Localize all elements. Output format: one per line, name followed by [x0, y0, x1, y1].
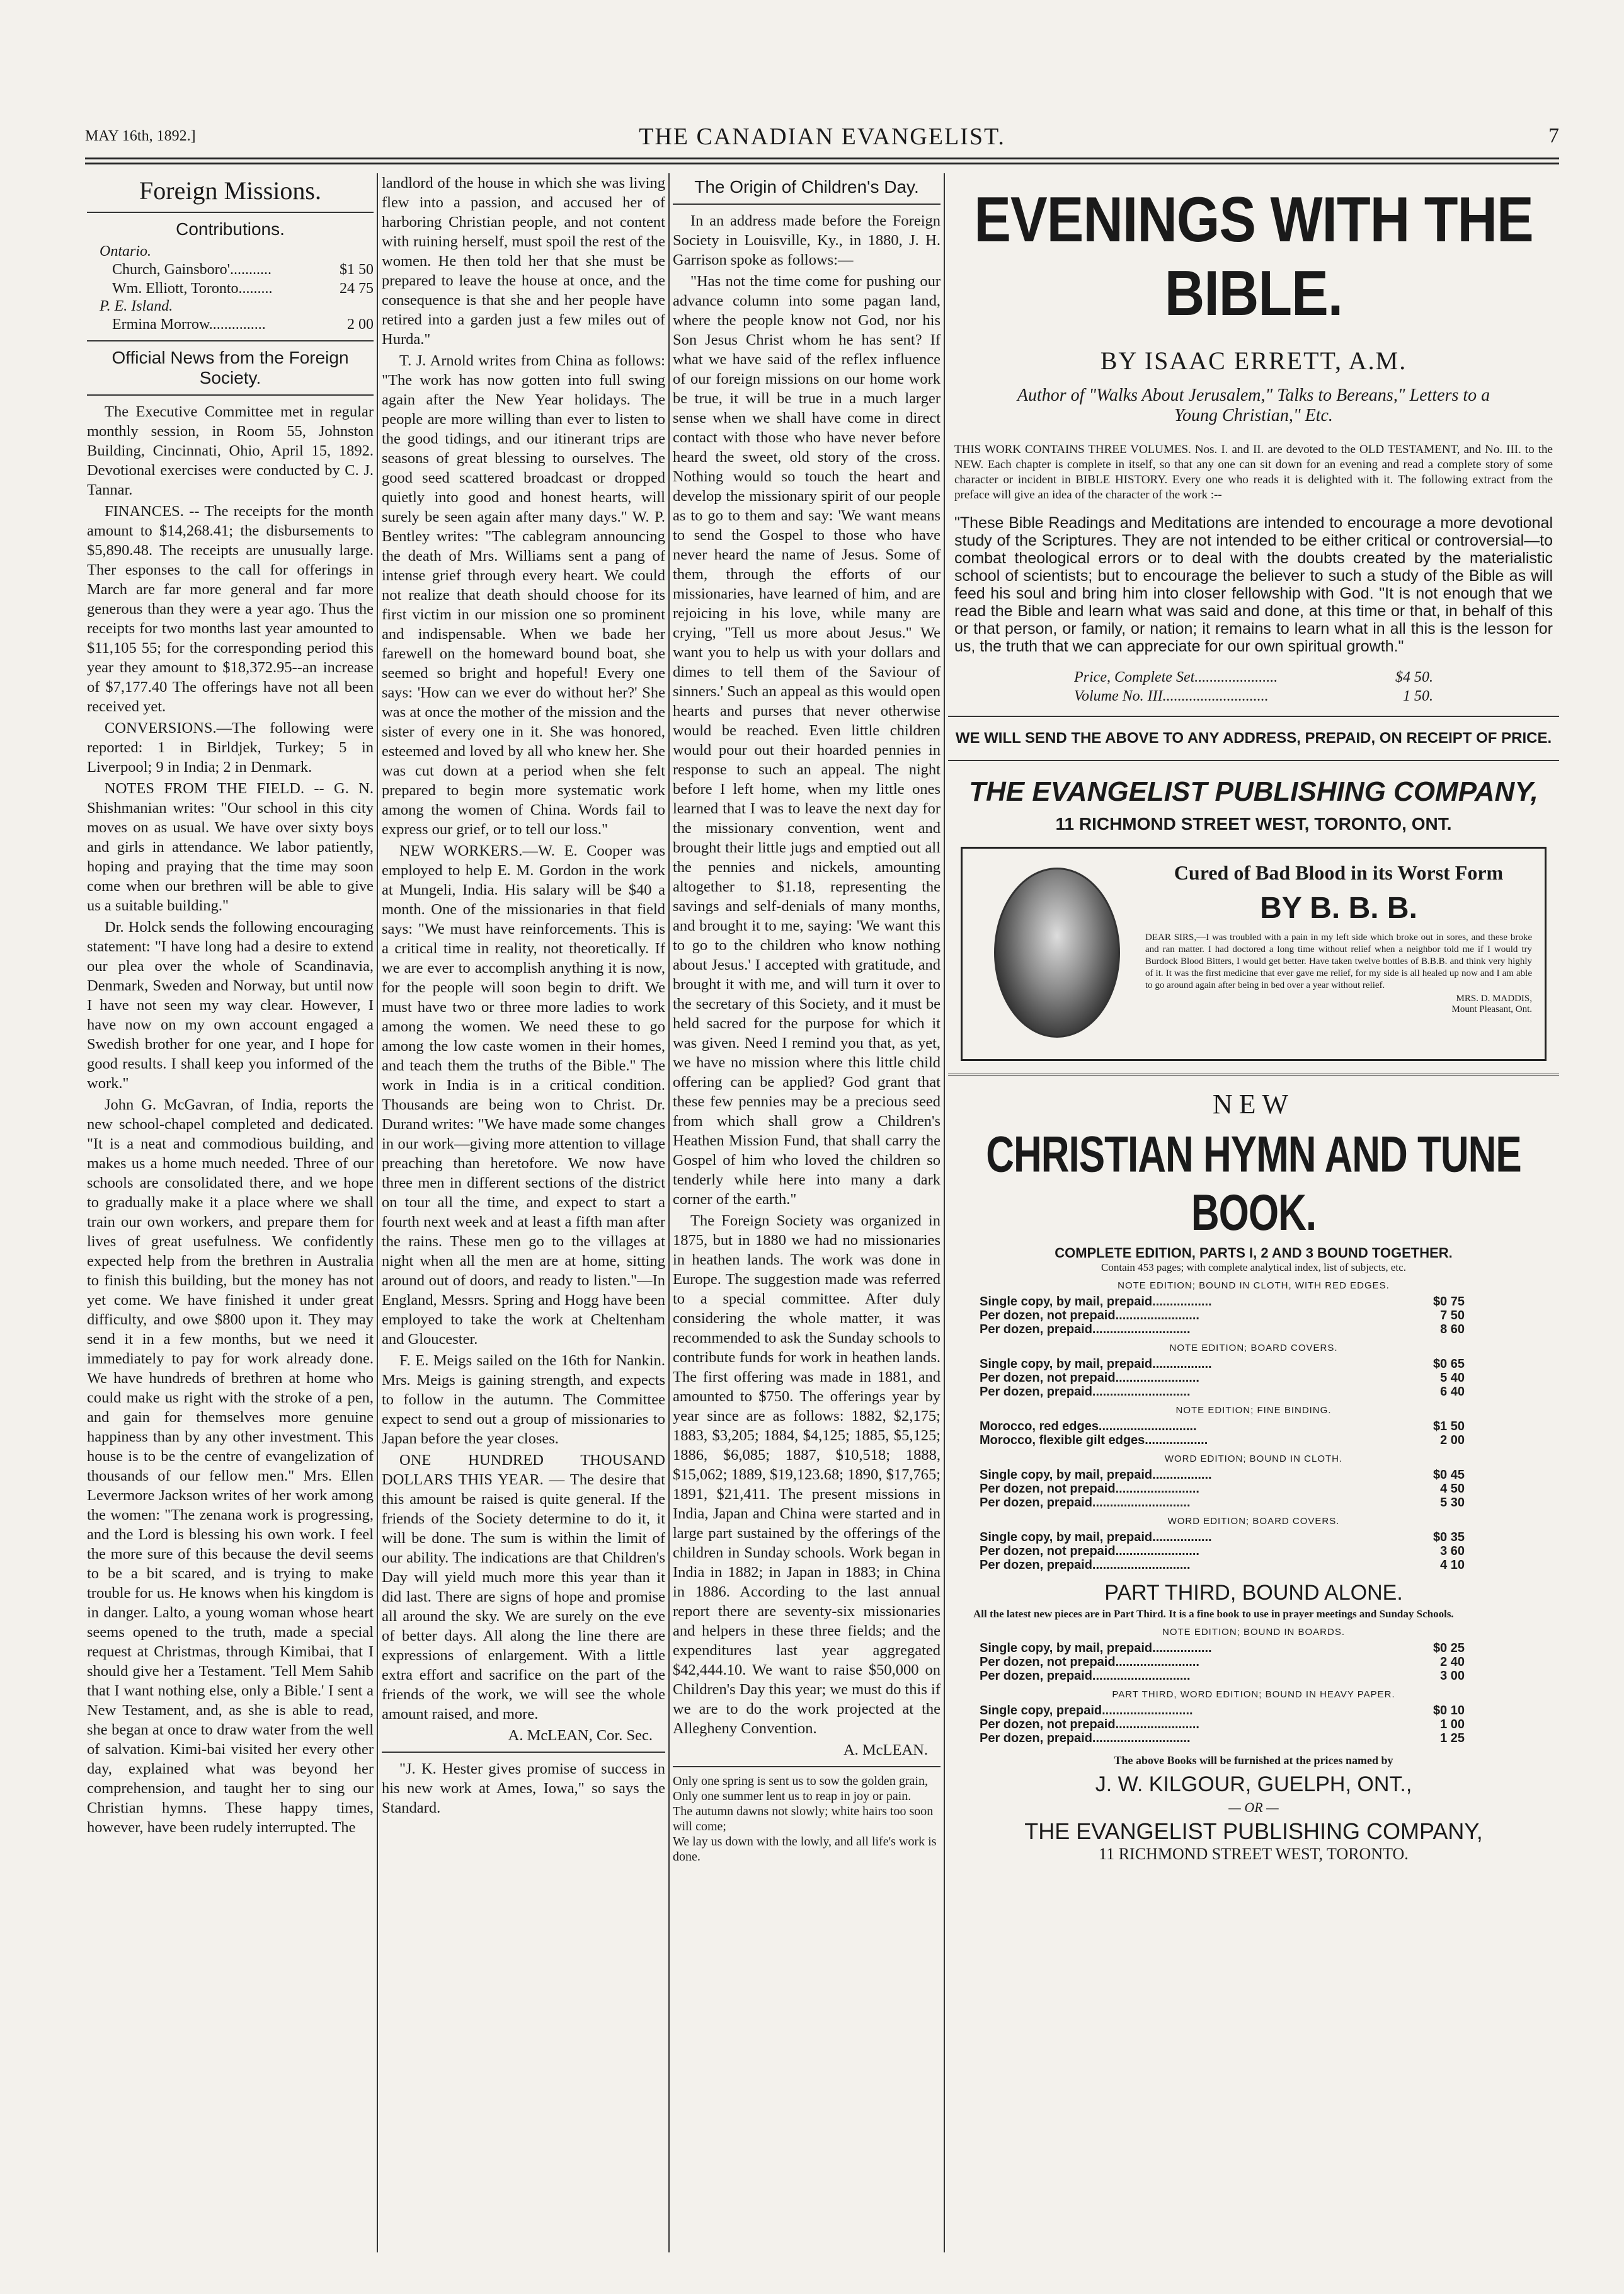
- hymn-subtitle: COMPLETE EDITION, PARTS I, 2 AND 3 BOUND TOGETHER.: [1055, 1245, 1453, 1261]
- edition-label: NOTE EDITION; BOARD COVERS.: [1169, 1343, 1338, 1353]
- paragraph: In an address made before the Foreign Society in Louisville, Ky., in 1880, J. H. Garrison spoke as follows:—: [673, 212, 941, 268]
- paragraph: The Foreign Society was organized in 1875, but in 1880 we had no missionaries in heathen lands. The work was done in Europe. The suggestion made was referred to a special committee. After duly considering the whole matter, it was recommended to ask the Sunday schools to contribute funds for work in heathen lands. The first offering was made in 1881, and amounted to $750. The offerings year by year since are as follows: 1882, $2,175; 1883, $3,205; 1884, $4,125; 1885, $5,125; 1886, $6,085; 1887, $10,518; 1888, $15,062; 1889, $19,123.68; 1890, $17,765; 1891, $21,411. The present missions in India, Japan and China were started and in large part sustained by the offerings of the children in Sunday schools. Work began in India in 1882; in Japan in 1883; in China in 1886. According to the last annual report there are seventy-six missionaries and helpers in these three fields; and the expenditures last year aggregated $42,444.10. We want to raise $50,000 on Children's Day this year; we must do this if we are to do the work projected at the Allegheny Convention.: [673, 1212, 941, 1737]
- newspaper-title: THE CANADIAN EVANGELIST.: [639, 123, 1005, 150]
- price-row: Single copy, by mail, prepaid................. $0 45: [980, 1468, 1465, 1482]
- paragraph: F. E. Meigs sailed on the 16th for Nankin. Mrs. Meigs is gaining strength, and expects to follow in the autumn. The Committee expect to send out a group of missionaries to Japan before the year closes.: [382, 1352, 665, 1447]
- official-news-heading: Official News from the Foreign Society.: [112, 348, 349, 387]
- new-label: NEW: [1212, 1089, 1295, 1120]
- column-3: [673, 173, 941, 2252]
- price-row: Single copy, by mail, prepaid................. $0 65: [980, 1357, 1465, 1371]
- edition-label: NOTE EDITION; BOUND IN BOARDS.: [1162, 1627, 1346, 1637]
- paragraph: Dr. Holck sends the following encouraging statement: "I have long had a desire to extend our plea over the whole of Scandinavia, Denmark, Sweden and Norway, but until now I have not seen my way clear. However, I have now on my own account engaged a Swedish brother for one year, and I hope for good results. I shall keep you informed of the work.": [87, 919, 374, 1092]
- publisher-address: 11 RICHMOND STREET WEST, TORONTO, ONT.: [1055, 814, 1452, 834]
- kilgour-line: J. W. KILGOUR, GUELPH, ONT.,: [1095, 1772, 1412, 1796]
- book-description: THIS WORK CONTAINS THREE VOLUMES. Nos. I. and II. are devoted to the OLD TESTAMENT, and No. III. to the NEW. Each chapter is complete in itself, so that any one can sit down for an evening and read a complete story of some character or incident in BIBLE HISTORY. Every one who reads it is delighted with it. The following extract from the preface will give an idea of the character of the work :--: [954, 443, 1553, 502]
- poem-line: The autumn dawns not slowly; white hairs too soon will come;: [673, 1804, 934, 1833]
- column-divider: [377, 173, 378, 2252]
- paragraph: "Has not the time come for pushing our advance column into some pagan land, where the people know not God, nor his Son Jesus Christ whom he has sent? If what we have said of the reflex influence of our foreign missions on our home work be true, it will be true in a much larger sense when we shall have come in direct contact with those who have never before heard the sweet, old story of the cross. Nothing would so touch the heart and develop the missionary spirit of our people as to go to them and say: 'We want means to send the Gospel to those who have never heard the name of Jesus. Some of them, through the efforts of our missionaries, have learned of him, and are rejoicing in his love, while many are crying, "Tell us more about Jesus." We want you to help us with your dollars and dimes to tell them of the Saviour of sinners.' Such an appeal as this would open hearts and purses that never otherwise would be reached. Even little children would pour out their hoarded pennies in response to such an appeal. The night before I left home, when my little ones learned that I was to leave the next day for the missionary convention, went and brought their little jugs and emptied out all the pennies and nickels, amounting altogether to $1.18, representing the savings and self-denials of many months, and brought it to me, saying: 'We want this to go to the children who know nothing about Jesus.' I accepted with gratitude, and brought it with me, and will turn it over to the secretary of this Society, and it must be held sacred for the purpose for which it was given. Need I remind you that, as yet, we have no mission where this little child offering can be applied? God grant that these few pennies may be a precious seed from which shall grow a Children's Heathen Mission Fund, that shall carry the Gospel of him who loved the children so tenderly while here into many a dark corner of the earth.": [673, 273, 941, 1208]
- paragraph: ONE HUNDRED THOUSAND DOLLARS THIS YEAR. — The desire that this amount be raised is quite general. If the friends of the Society determine to do it, it will be done. The sum is within the limit of our ability. The indications are that Children's Day will yield much more this year than it did last. There are signs of hope and promise all around the sky. We are surely on the eve of better days. All along the line there are expressions of enlargement. With a little extra effort and sacrifice on the part of the friends of the work, we will see the whole amount raised, and more.: [382, 1452, 665, 1723]
- divider: [673, 204, 941, 205]
- edition-label: WORD EDITION; BOARD COVERS.: [1167, 1516, 1340, 1527]
- paragraph: landlord of the house in which she was living flew into a passion, and accused her of harboring Christian people, and not content with ruining herself, must spoil the rest of the women. He then told her that she must be prepared to leave the house at once, and the consequence is that she and her people have retired into a garden just a few miles out of Hurda.": [382, 175, 665, 348]
- column-1: [87, 173, 374, 2252]
- signature: A. McLEAN.: [843, 1741, 928, 1758]
- price-row: Per dozen, not prepaid........................ 3 60: [980, 1544, 1465, 1558]
- portrait-image: [994, 868, 1120, 1038]
- header-rule: [85, 158, 1559, 159]
- price-row: Price, Complete Set...................... $4 50.: [1074, 669, 1433, 685]
- price-row: Per dozen, prepaid............................ 6 40: [980, 1385, 1465, 1399]
- divider: [382, 1752, 665, 1753]
- price-row: Per dozen, prepaid............................ 4 10: [980, 1558, 1465, 1572]
- poem-line: Only one summer lent us to reap in joy or pain.: [673, 1789, 912, 1803]
- price-row: Per dozen, prepaid............................ 8 60: [980, 1322, 1465, 1336]
- publisher-address-2: 11 RICHMOND STREET WEST, TORONTO.: [1099, 1845, 1409, 1863]
- paragraph: NOTES FROM THE FIELD. -- G. N. Shishmanian writes: "Our school in this city moves on as usual. We have over sixty boys and girls in attendance. We labor patiently, hoping and praying that the time may soon come when our brethren will be able to give us a suitable building.": [87, 780, 374, 914]
- bbb-title: Cured of Bad Blood in its Worst Form: [1174, 861, 1504, 884]
- divider: [948, 760, 1559, 761]
- edition-label: NOTE EDITION; BOUND IN CLOTH, WITH RED EDGES.: [1118, 1280, 1390, 1291]
- contribution-row: Wm. Elliott, Toronto......... 24 75: [112, 280, 374, 297]
- price-row: Morocco, red edges............................ $1 50: [980, 1419, 1465, 1433]
- header-rule-2: [85, 163, 1559, 164]
- bbb-signature: MRS. D. MADDIS,: [1456, 994, 1532, 1004]
- divider: [673, 1766, 941, 1767]
- paragraph: NEW WORKERS.—W. E. Cooper was employed to help E. M. Gordon in the work at Mungeli, India. His salary will be $40 a month. One of the missionaries in that field says: "We must have reinforcements. This is a critical time in reality, not theoretically. If we are ever to accomplish anything it is now, for the people will soon begin to drift. We must have two or three more ladies to work among the women. We need these to go among the low caste women in their homes, and teach them the truths of the Bible." The work in India is in a critical condition. Thousands are being won to Christ. Dr. Durand writes: "We have made some changes in our work—giving more attention to village preaching than heretofore. We now have three men in different sections of the district on tour all the time, and expect to start a fourth next week and at least a fifth man after the rains. These men go to the villages at night when all the men are at home, sitting around out of doors, and ready to listen."—In England, Messrs. Spring and Hogg have been employed to take the work at Cheltenham and Gloucester.: [382, 842, 665, 1348]
- paragraph: FINANCES. -- The receipts for the month amount to $14,268.41; the disbursements to $5,890.48. The receipts are unusually large. Ther esponses to the call for offerings in March are far more general and far more generous than they were a year ago. Thus the receipts for two months last year amounted to $11,105 55; for the corresponding period this year they amount to $18,372.95--an increase of $7,177.40 The offerings have not all been received yet.: [87, 503, 374, 715]
- signature: A. McLEAN, Cor. Sec.: [508, 1727, 653, 1744]
- publisher-name-2: THE EVANGELIST PUBLISHING COMPANY,: [1024, 1818, 1483, 1844]
- article-heading: The Origin of Children's Day.: [694, 177, 919, 197]
- price-row: Per dozen, not prepaid........................ 1 00: [980, 1718, 1465, 1731]
- issue-date: MAY 16th, 1892.]: [85, 128, 196, 144]
- poem: [673, 1774, 941, 1864]
- or-line: — OR —: [1228, 1799, 1279, 1815]
- column-divider: [944, 173, 945, 2252]
- edition-label: PART THIRD, WORD EDITION; BOUND IN HEAVY PAPER.: [1112, 1689, 1395, 1700]
- publisher-name: THE EVANGELIST PUBLISHING COMPANY,: [969, 776, 1538, 807]
- furnished-line: The above Books will be furnished at the prices named by: [1114, 1754, 1393, 1767]
- hymn-book-title: CHRISTIAN HYMN AND TUNE BOOK.: [986, 1127, 1521, 1241]
- bbb-advertisement: [961, 847, 1547, 1061]
- paragraph: The Executive Committee met in regular monthly session, in Room 55, Johnston Building, Cincinnati, Ohio, April 15, 1892. Devotional exercises were conducted by C. J. Tannar.: [87, 403, 374, 498]
- price-row: Per dozen, not prepaid........................ 4 50: [980, 1482, 1465, 1496]
- column-2: [382, 173, 665, 2252]
- contributions-heading: Contributions.: [176, 219, 285, 239]
- author-note: Author of "Walks About Jerusalem," Talks to Bereans," Letters to a Young Christian," Etc.: [1017, 386, 1490, 425]
- part-third-heading: PART THIRD, BOUND ALONE.: [1104, 1581, 1403, 1605]
- advertisements-column: [948, 173, 1559, 2252]
- divider: [87, 340, 374, 341]
- page-number: 7: [1548, 124, 1559, 147]
- price-row: Per dozen, not prepaid........................ 2 40: [980, 1655, 1465, 1669]
- price-row: Per dozen, not prepaid........................ 7 50: [980, 1309, 1465, 1322]
- price-row: Per dozen, not prepaid........................ 5 40: [980, 1371, 1465, 1385]
- price-row: Per dozen, prepaid............................ 1 25: [980, 1731, 1465, 1745]
- price-row: Morocco, flexible gilt edges.................. 2 00: [980, 1433, 1465, 1447]
- offer-line: WE WILL SEND THE ABOVE TO ANY ADDRESS, PREPAID, ON RECEIPT OF PRICE.: [955, 730, 1552, 747]
- price-row: Per dozen, prepaid............................ 5 30: [980, 1496, 1465, 1510]
- ad-title-evenings: EVENINGS WITH THE BIBLE.: [974, 183, 1533, 329]
- hymn-subtitle-2: Contain 453 pages; with complete analytical index, list of subjects, etc.: [1101, 1261, 1406, 1273]
- poem-line: Only one spring is sent us to sow the golden grain,: [673, 1774, 928, 1788]
- bbb-place: Mount Pleasant, Ont.: [1451, 1004, 1532, 1014]
- price-row: Volume No. III............................ 1 50.: [1074, 688, 1433, 704]
- note: "J. K. Hester gives promise of success in his new work at Ames, Iowa," so says the Standard.: [382, 1760, 665, 1816]
- preface-quote: "These Bible Readings and Meditations are intended to encourage a more devotional study of the Scriptures. They are not intended to be either critical or controversial—to combat theological errors or to deal with the doubts created by the materialistic school of scientists; but to encourage the believer to such a study of the Bible as will feed his soul and bring him into closer fellowship with God. "It is not enough that we read the Bible and learn what was said and done, at this time or that, in behalf of this or that person, or family, or nation; it remains to learn what in all this is the lesson for us, the truth that we can appreciate for our own spiritual growth.": [954, 514, 1553, 655]
- edition-label: NOTE EDITION; FINE BINDING.: [1175, 1405, 1332, 1416]
- price-row: Single copy, prepaid.......................... $0 10: [980, 1704, 1465, 1718]
- paragraph: John G. McGavran, of India, reports the new school-chapel completed and dedicated. "It is a neat and commodious building, and makes us a home much needed. Three of our schools are consolidated there, and we hope to gradually make it a place where we shall train our own workers, and prepare them for lives of great usefulness. We confidently expected help from the brethren in Australia to finish this building, but the money has not yet come. We have finished it under great difficulty, and owe $800 upon it. They may send it in a few months, but we need it immediately to pay for work already done. We have hundreds of brethren at home who could make us right with the stroke of a pen, and gain for themselves more genuine happiness than by any other investment. This house is to be the centre of evangelization of thousands of our fellow men." Mrs. Ellen Levermore Jackson writes of her work among the women: "The zenana work is progressing, and the Lord is blessing his own work. I feel the more sure of this because the devil seems to be a bit scared, and is trying to make trouble for us. He knows when his kingdom is in danger. Lalto, a young woman whose heart seems opened to the truth, made a special request at Christmas, through Kimibai, that I should give her a Testament. 'Tell Mem Sahib that I want nothing else, only a Bible.' I sent a New Testament, and, as she is able to read, she began at once to draw water from the well of salvation. Kimi-bai visited her every other day, explained what was beyond her comprehension, and taught her to sing our Christian hymns. These happy times, however, have been rudely interrupted. The: [87, 1096, 374, 1836]
- paragraph: T. J. Arnold writes from China as follows: "The work has now gotten into full swing again after the New Year holidays. The people are more willing than ever to listen to the good tidings, and our itinerant trips are seasons of great blessing to ourselves. The good seed scattered broadcast or dropped quietly into good and honest hearts, will surely be seen again after many days." W. P. Bentley writes: "The cablegram announcing the death of Mrs. Williams sent a pang of intense grief through every heart. We could not realize that death should choose for its first victim in our mission one so prominent and indispensable. When we bade her farewell on the homeward bound boat, she seemed so bright and hopeful! Every one says: 'How can we ever do without her?' She was at once the mother of the mission and the sister of every one in it. She was honored, esteemed and loved by all who knew her. She was cut down at a period when she felt prepared to begin more systematic work among the women of China. Words fail to express our grief, or to tell our loss.": [382, 352, 665, 838]
- bbb-subtitle: BY B. B. B.: [1260, 892, 1417, 925]
- part-third-note: All the latest new pieces are in Part Third. It is a fine book to use in prayer meetings and Sunday Schools.: [973, 1608, 1454, 1620]
- contribution-row: Ermina Morrow............... 2 00: [112, 316, 374, 333]
- author-line: BY ISAAC ERRETT, A.M.: [1100, 347, 1407, 375]
- contribution-row: Church, Gainsboro'........... $1 50: [112, 261, 374, 278]
- poem-line: We lay us down with the lowly, and all life's work is done.: [673, 1835, 937, 1864]
- paragraph: CONVERSIONS.—The following were reported: 1 in Birldjek, Turkey; 5 in Liverpool; 9 in India; 2 in Denmark.: [87, 720, 374, 776]
- place-label: P. E. Island.: [100, 298, 173, 314]
- edition-label: WORD EDITION; BOUND IN CLOTH.: [1164, 1454, 1343, 1464]
- divider: [948, 716, 1559, 717]
- page-header: [85, 123, 1559, 154]
- bbb-testimonial: DEAR SIRS,—I was troubled with a pain in my left side which broke out in sores, and these broke and ran matter. I had doctored a long time without relief when a neighbor told me if I would try Burdock Blood Bitters, I would get better. Have taken twelve bottles of B.B.B. and think very highly of it. It was the first medicine that ever gave me relief, for my side is all healed up now and I am able to go around again after being in bed over a year without relief.: [1145, 932, 1532, 990]
- divider: [87, 394, 374, 396]
- divider: [948, 1074, 1559, 1075]
- price-row: Single copy, by mail, prepaid................. $0 75: [980, 1295, 1465, 1309]
- divider: [87, 212, 374, 213]
- place-label: Ontario.: [100, 243, 152, 260]
- price-row: Single copy, by mail, prepaid................. $0 35: [980, 1530, 1465, 1544]
- column-divider: [668, 173, 670, 2252]
- section-title: Foreign Missions.: [139, 176, 321, 205]
- price-row: Single copy, by mail, prepaid................. $0 25: [980, 1641, 1465, 1655]
- price-row: Per dozen, prepaid............................ 3 00: [980, 1669, 1465, 1683]
